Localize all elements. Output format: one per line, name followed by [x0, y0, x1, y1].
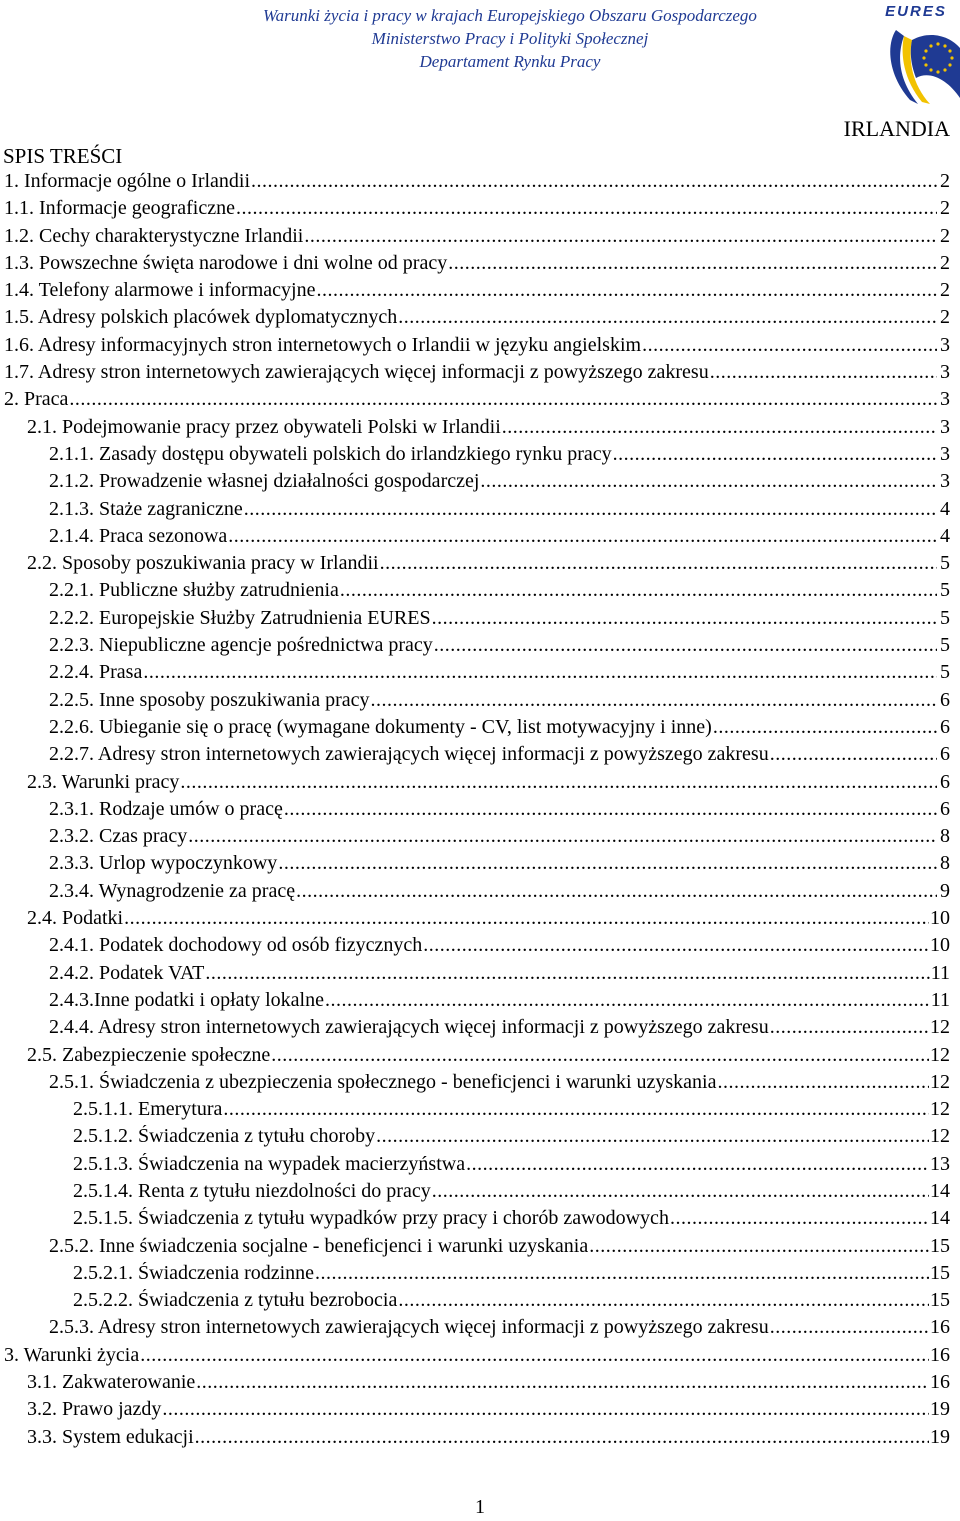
toc-dot-leader [432, 1180, 929, 1203]
toc-entry-title: 2.2.6. Ubieganie się o pracę (wymagane dokumenty - CV, list motywacyjny i inne) [49, 715, 712, 738]
header-line-title: Warunki życia i pracy w krajach Europejskiego Obszaru Gospodarczego [263, 6, 757, 25]
toc-entry[interactable] [0, 552, 960, 579]
toc-dot-leader [670, 1207, 929, 1230]
toc-entry[interactable] [0, 197, 960, 224]
toc-entry-title: 1.7. Adresy stron internetowych zawierających więcej informacji z powyższego zakresu [4, 361, 709, 384]
toc-entry-page: 11 [930, 988, 950, 1011]
toc-entry-title: 2.4.2. Podatek VAT [49, 961, 205, 984]
toc-entry-title: 2.5.2. Inne świadczenia socjalne - beneficjenci i warunki uzyskania [49, 1234, 589, 1257]
toc-entry[interactable] [0, 1016, 960, 1043]
toc-entry-title: 3.3. System edukacji [27, 1425, 194, 1448]
toc-entry-page: 4 [940, 497, 950, 520]
toc-entry-page: 12 [930, 1016, 950, 1039]
toc-entry-page: 16 [930, 1316, 950, 1339]
toc-entry[interactable] [0, 634, 960, 661]
toc-entry-page: 19 [930, 1398, 950, 1421]
toc-entry-title: 2.5.1.4. Renta z tytułu niezdolności do pracy [73, 1179, 431, 1202]
toc-entry-title: 2.5.1.1. Emerytura [73, 1098, 223, 1121]
toc-dot-leader [205, 962, 929, 985]
toc-entry-page: 3 [940, 361, 950, 384]
toc-entry[interactable] [0, 1316, 960, 1343]
toc-entry-title: 2.4.1. Podatek dochodowy od osób fizycznych [49, 934, 423, 957]
toc-entry-page: 16 [930, 1371, 950, 1394]
toc-entry-title: 2.4.3.Inne podatki i opłaty lokalne [49, 988, 324, 1011]
toc-dot-leader [223, 1098, 929, 1121]
toc-entry-page: 15 [930, 1289, 950, 1312]
toc-entry[interactable] [0, 1426, 960, 1453]
toc-entry-title: 2.2.7. Adresy stron internetowych zawierających więcej informacji z powyższego zakresu [49, 743, 769, 766]
country-title: IRLANDIA [843, 116, 950, 141]
toc-dot-leader [770, 743, 937, 766]
toc-entry[interactable] [0, 1180, 960, 1207]
toc-entry[interactable] [0, 743, 960, 770]
toc-entry[interactable] [0, 880, 960, 907]
toc-dot-leader [770, 1016, 929, 1039]
toc-entry-page: 4 [940, 524, 950, 547]
toc-entry-page: 2 [940, 279, 950, 302]
toc-entry-page: 3 [940, 333, 950, 356]
toc-dot-leader [340, 579, 937, 602]
toc-entry[interactable] [0, 1044, 960, 1071]
toc-dot-leader [717, 1071, 929, 1094]
toc-entry-title: 2.5.2.1. Świadczenia rodzinne [73, 1261, 315, 1284]
toc-entry-title: 2.3.3. Urlop wypoczynkowy [49, 852, 278, 875]
toc-dot-leader [236, 197, 937, 220]
toc-entry-title: 1. Informacje ogólne o Irlandii [4, 170, 251, 192]
toc-entry[interactable] [0, 689, 960, 716]
toc-entry-page: 6 [940, 797, 950, 820]
toc-entry-page: 3 [940, 470, 950, 493]
toc-entry-title: 2.1.1. Zasady dostępu obywateli polskich do irlandzkiego rynku pracy [49, 442, 612, 465]
toc-dot-leader [480, 470, 937, 493]
page-number: 1 [475, 1496, 485, 1518]
toc-entry[interactable] [0, 607, 960, 634]
toc-entry[interactable] [0, 252, 960, 279]
toc-entry[interactable] [0, 1153, 960, 1180]
toc-entry-title: 2.1. Podejmowanie pracy przez obywateli Polski w Irlandii [27, 415, 501, 438]
toc-dot-leader [304, 225, 937, 248]
toc-entry-page: 2 [940, 197, 950, 220]
toc-entry[interactable] [0, 825, 960, 852]
toc-entry-title: 2.2.5. Inne sposoby poszukiwania pracy [49, 688, 370, 711]
toc-entry-page: 6 [940, 770, 950, 793]
toc-dot-leader [316, 279, 937, 302]
toc-entry-title: 2. Praca [4, 388, 69, 411]
toc-dot-leader [251, 170, 937, 193]
toc-entry-title: 2.2.1. Publiczne służby zatrudnienia [49, 579, 339, 602]
toc-entry-page: 2 [940, 224, 950, 247]
toc-entry-title: 2.5.2.2. Świadczenia z tytułu bezrobocia [73, 1289, 398, 1312]
toc-entry-page: 10 [930, 934, 950, 957]
toc-entry[interactable] [0, 1371, 960, 1398]
toc-entry-page: 3 [940, 442, 950, 465]
toc-entry[interactable] [0, 1344, 960, 1371]
toc-entry-page: 2 [940, 306, 950, 329]
toc-entry[interactable] [0, 525, 960, 552]
toc-dot-leader [228, 525, 937, 548]
toc-dot-leader [196, 1371, 929, 1394]
toc-entry-title: 2.2.3. Niepubliczne agencje pośrednictwa pracy [49, 634, 433, 657]
toc-entry-title: 2.4.4. Adresy stron internetowych zawierających więcej informacji z powyższego zakresu [49, 1016, 769, 1039]
toc-entry-page: 12 [930, 1070, 950, 1093]
toc-entry[interactable] [0, 989, 960, 1016]
toc-entry-page: 3 [940, 388, 950, 411]
toc-entry[interactable] [0, 170, 960, 197]
toc-dot-leader [140, 1344, 929, 1367]
toc-entry[interactable] [0, 716, 960, 743]
toc-dot-leader [502, 416, 937, 439]
eures-logo [878, 0, 960, 112]
toc-entry-title: 2.2.4. Prasa [49, 661, 143, 684]
toc-entry[interactable] [0, 334, 960, 361]
toc-dot-leader [371, 689, 938, 712]
toc-dot-leader [398, 306, 937, 329]
toc-entry-page: 2 [940, 251, 950, 274]
toc-dot-leader [271, 1044, 929, 1067]
toc-entry-title: 2.5.1.5. Świadczenia z tytułu wypadków przy pracy i chorób zawodowych [73, 1207, 669, 1230]
toc-entry[interactable] [0, 306, 960, 333]
toc-entry-title: 2.5. Zabezpieczenie społeczne [27, 1043, 271, 1066]
toc-entry[interactable] [0, 907, 960, 934]
toc-entry-title: 2.2. Sposoby poszukiwania pracy w Irlandii [27, 552, 379, 575]
toc-entry-title: 2.5.1.2. Świadczenia z tytułu choroby [73, 1125, 376, 1148]
toc-dot-leader [770, 1316, 929, 1339]
toc-entry[interactable] [0, 388, 960, 415]
toc-dot-leader [284, 798, 937, 821]
toc-entry-page: 5 [940, 634, 950, 657]
toc-dot-leader [296, 880, 937, 903]
toc-dot-leader [398, 1289, 929, 1312]
toc-entry[interactable] [0, 798, 960, 825]
toc-dot-leader [162, 1398, 929, 1421]
toc-entry[interactable] [0, 1289, 960, 1316]
toc-dot-leader [124, 907, 929, 930]
toc-dot-leader [325, 989, 930, 1012]
toc-entry-title: 3.2. Prawo jazdy [27, 1398, 162, 1421]
toc-entry[interactable] [0, 225, 960, 252]
toc-entry-page: 14 [930, 1207, 950, 1230]
toc-entry-page: 6 [940, 743, 950, 766]
toc-entry-title: 1.2. Cechy charakterystyczne Irlandii [4, 224, 304, 247]
toc-entry-page: 15 [930, 1234, 950, 1257]
eures-logo-text: EURES [885, 3, 947, 20]
toc-entry-title: 2.1.3. Staże zagraniczne [49, 497, 243, 520]
toc-entry-title: 1.4. Telefony alarmowe i informacyjne [4, 279, 316, 302]
toc-entry-title: 1.1. Informacje geograficzne [4, 197, 235, 220]
toc-dot-leader [432, 607, 937, 630]
toc-dot-leader [466, 1153, 929, 1176]
toc-entry-title: 2.5.1. Świadczenia z ubezpieczenia społecznego - beneficjenci i warunki uzyskania [49, 1070, 717, 1093]
toc-entry-page: 13 [930, 1152, 950, 1175]
toc-entry-title: 2.4. Podatki [27, 907, 124, 930]
toc-entry-page: 10 [930, 907, 950, 930]
toc-entry-page: 5 [940, 579, 950, 602]
toc-entry[interactable] [0, 279, 960, 306]
toc-entry[interactable] [0, 1207, 960, 1234]
toc-entry-title: 2.5.3. Adresy stron internetowych zawierających więcej informacji z powyższego zakresu [49, 1316, 769, 1339]
table-of-contents [0, 170, 960, 1453]
toc-dot-leader [143, 661, 937, 684]
toc-entry-title: 2.1.4. Praca sezonowa [49, 524, 228, 547]
document-header [190, 4, 830, 73]
toc-entry-title: 2.2.2. Europejskie Służby Zatrudnienia EURES [49, 606, 431, 629]
toc-entry-page: 16 [930, 1343, 950, 1366]
toc-heading: SPIS TREŚCI [3, 144, 123, 168]
toc-entry-page: 19 [930, 1425, 950, 1448]
header-line-department: Departament Rynku Pracy [419, 52, 601, 71]
toc-dot-leader [195, 1426, 929, 1449]
toc-entry-page: 12 [930, 1125, 950, 1148]
toc-entry-title: 2.3. Warunki pracy [27, 770, 180, 793]
toc-entry-title: 3.1. Zakwaterowanie [27, 1371, 196, 1394]
toc-entry[interactable] [0, 1125, 960, 1152]
toc-dot-leader [180, 771, 937, 794]
toc-entry-page: 6 [940, 688, 950, 711]
toc-entry[interactable] [0, 771, 960, 798]
toc-entry-title: 2.5.1.3. Świadczenia na wypadek macierzyństwa [73, 1152, 466, 1175]
toc-entry-title: 1.5. Adresy polskich placówek dyplomatycznych [4, 306, 398, 329]
toc-entry-page: 5 [940, 606, 950, 629]
toc-entry[interactable] [0, 470, 960, 497]
toc-entry-page: 8 [940, 852, 950, 875]
toc-dot-leader [448, 252, 937, 275]
header-line-ministry: Ministerstwo Pracy i Polityki Społecznej [371, 29, 649, 48]
toc-entry-page: 11 [930, 961, 950, 984]
toc-entry[interactable] [0, 852, 960, 879]
toc-dot-leader [710, 361, 937, 384]
toc-entry[interactable] [0, 416, 960, 443]
toc-entry-page: 2 [940, 170, 950, 192]
toc-entry-page: 12 [930, 1043, 950, 1066]
toc-dot-leader [423, 934, 929, 957]
toc-entry-title: 3. Warunki życia [4, 1343, 140, 1366]
toc-dot-leader [434, 634, 937, 657]
toc-dot-leader [642, 334, 937, 357]
toc-entry-title: 1.3. Powszechne święta narodowe i dni wolne od pracy [4, 251, 448, 274]
toc-entry-page: 14 [930, 1179, 950, 1202]
toc-entry[interactable] [0, 934, 960, 961]
toc-entry[interactable] [0, 1071, 960, 1098]
toc-dot-leader [613, 443, 937, 466]
toc-dot-leader [278, 852, 937, 875]
toc-dot-leader [244, 498, 937, 521]
toc-entry[interactable] [0, 579, 960, 606]
toc-entry-page: 15 [930, 1261, 950, 1284]
toc-dot-leader [376, 1125, 929, 1148]
toc-entry-title: 2.3.2. Czas pracy [49, 825, 188, 848]
toc-entry-page: 9 [940, 879, 950, 902]
toc-entry-page: 5 [940, 661, 950, 684]
toc-entry[interactable] [0, 498, 960, 525]
toc-entry[interactable] [0, 661, 960, 688]
toc-entry[interactable] [0, 962, 960, 989]
toc-dot-leader [589, 1235, 929, 1258]
toc-dot-leader [188, 825, 937, 848]
toc-entry[interactable] [0, 1235, 960, 1262]
toc-entry[interactable] [0, 1098, 960, 1125]
toc-dot-leader [380, 552, 937, 575]
toc-entry[interactable] [0, 1262, 960, 1289]
toc-entry-page: 12 [930, 1098, 950, 1121]
toc-dot-leader [713, 716, 937, 739]
toc-entry[interactable] [0, 1398, 960, 1425]
toc-entry-title: 2.1.2. Prowadzenie własnej działalności gospodarczej [49, 470, 480, 493]
toc-dot-leader [315, 1262, 929, 1285]
toc-entry[interactable] [0, 361, 960, 388]
toc-entry-page: 6 [940, 715, 950, 738]
toc-entry-page: 5 [940, 552, 950, 575]
toc-entry-title: 2.3.1. Rodzaje umów o pracę [49, 797, 283, 820]
toc-entry-page: 8 [940, 825, 950, 848]
toc-dot-leader [69, 388, 937, 411]
toc-entry-title: 1.6. Adresy informacyjnych stron internetowych o Irlandii w języku angielskim [4, 333, 642, 356]
toc-entry-title: 2.3.4. Wynagrodzenie za pracę [49, 879, 296, 902]
toc-entry[interactable] [0, 443, 960, 470]
toc-entry-page: 3 [940, 415, 950, 438]
